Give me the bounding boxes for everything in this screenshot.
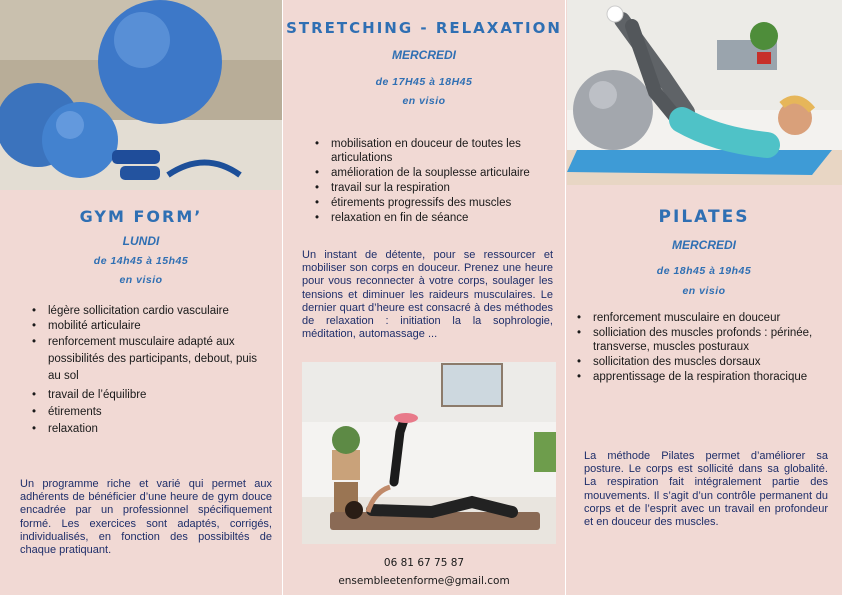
list-item: • renforcement musculaire adapté aux possibilités des participants, debout, puis au sol bbox=[30, 334, 270, 385]
pilates-time: de 18h45 à 19h45 bbox=[656, 265, 752, 277]
list-item: • mobilité articulaire bbox=[30, 319, 270, 333]
list-item: • légère sollicitation cardio vasculaire bbox=[30, 304, 270, 318]
stretching-mode: en visio bbox=[402, 95, 446, 107]
gym-time: de 14h45 à 15h45 bbox=[93, 255, 189, 267]
pilates-mode: en visio bbox=[682, 285, 726, 297]
gym-mode: en visio bbox=[119, 274, 163, 286]
gym-list bbox=[30, 304, 270, 437]
list-item: • apprentissage de la respiration thoracique bbox=[575, 370, 837, 384]
pilates-photo bbox=[567, 0, 842, 185]
list-item: • travail sur la respiration bbox=[313, 181, 553, 195]
list-item: • relaxation bbox=[30, 422, 270, 436]
contact-email[interactable]: ensembleetenforme@gmail.com bbox=[338, 575, 510, 587]
list-item: • étirements progressifs des muscles bbox=[313, 196, 553, 210]
pilates-day: MERCREDI bbox=[671, 238, 736, 252]
list-item: • mobilisation en douceur de toutes les articulations bbox=[313, 137, 553, 165]
list-item: • sollicitation des muscles dorsaux bbox=[575, 355, 837, 369]
list-item: • renforcement musculaire en douceur bbox=[575, 311, 837, 325]
gym-column bbox=[0, 0, 282, 595]
stretching-column bbox=[283, 0, 565, 595]
gym-title: GYM FORM’ bbox=[79, 207, 203, 226]
gym-balls-photo bbox=[0, 0, 282, 190]
stretching-day: MERCREDI bbox=[391, 48, 456, 62]
list-item: • amélioration de la souplesse articulaire bbox=[313, 166, 553, 180]
stretching-title: STRETCHING - RELAXATION bbox=[286, 19, 562, 37]
stretching-time: de 17H45 à 18H45 bbox=[375, 76, 473, 88]
pilates-list bbox=[575, 311, 837, 385]
pilates-description: La méthode Pilates permet d’améliorer sa posture. Le corps est sollicité dans sa globalité. La respiration fait intégralement partie des mouvements. Il s’agit d’un contrôle permanent du corps et de l’esprit avec un travail en profondeur et en douceur des muscles. bbox=[584, 450, 828, 529]
pilates-title: PILATES bbox=[658, 207, 750, 227]
list-item: • travail de l’équilibre bbox=[30, 388, 270, 402]
list-item: • solliciation des muscles profonds : périnée, transverse, muscles posturaux bbox=[575, 326, 837, 354]
stretching-photo bbox=[302, 362, 556, 544]
stretching-description: Un instant de détente, pour se ressourcer et mobiliser son corps en douceur. Prenez une heure pour vous reconnecter à votre corps, soulager les tensions et diminuer les raideurs musculaires. Le dernier quart d’heure est consacré à des méthodes de relaxation : initiation la la sophrologie, méditation, automassage ... bbox=[302, 249, 553, 341]
contact-phone: 06 81 67 75 87 bbox=[383, 557, 465, 569]
list-item: • étirements bbox=[30, 405, 270, 419]
gym-description: Un programme riche et varié qui permet aux adhérents de bénéficier d’une heure de gym douce encadrée par un professionnel spécifiquement formé. Les exercices sont adaptés, corrigés, individualisés, en fonction des possibiltés de chaque pratiquant. bbox=[20, 478, 272, 557]
list-item: • relaxation en fin de séance bbox=[313, 211, 553, 225]
gym-day: LUNDI bbox=[122, 234, 160, 248]
pilates-column bbox=[566, 0, 842, 595]
stretching-list bbox=[313, 137, 553, 226]
